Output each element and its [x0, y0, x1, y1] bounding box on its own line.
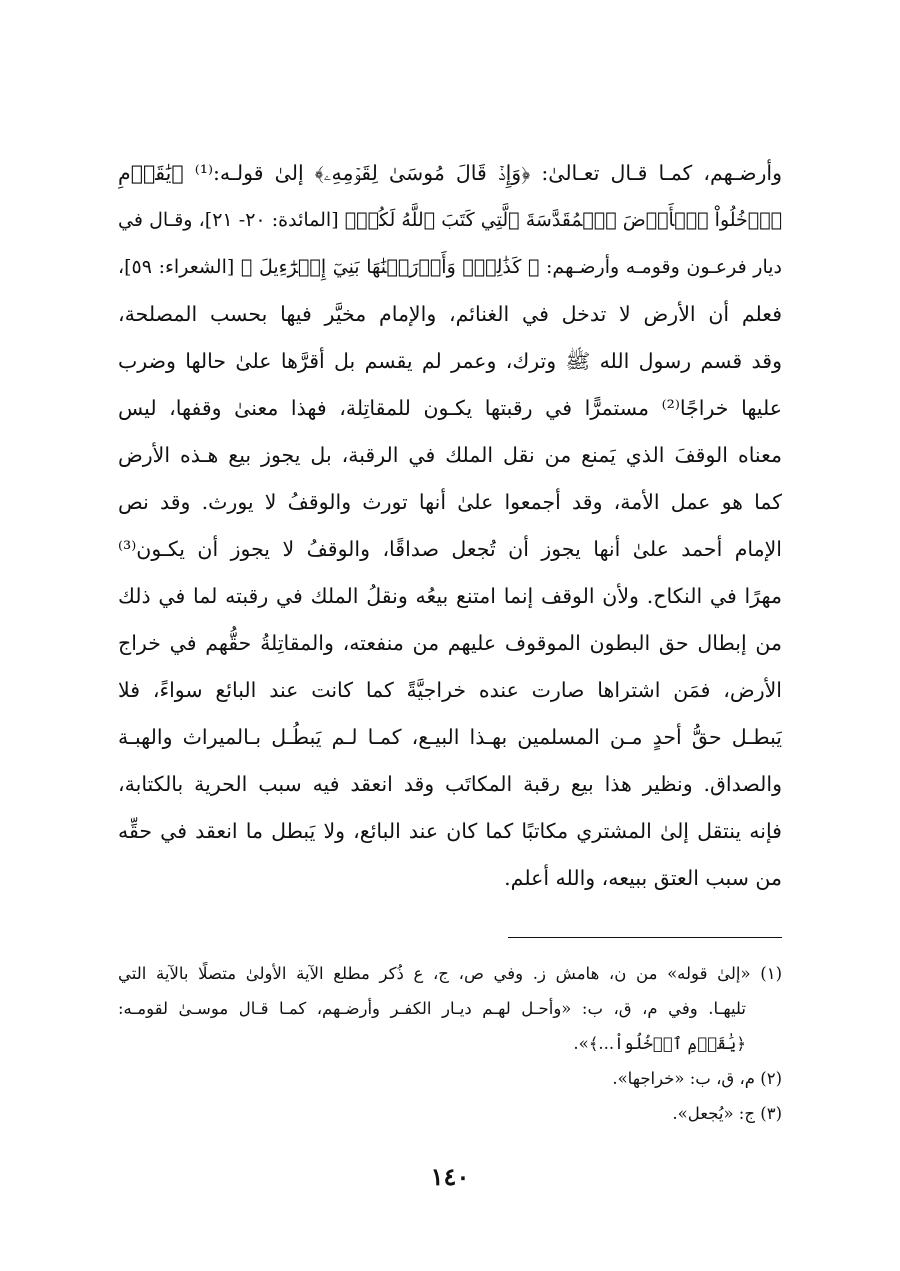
footnote-1-continuation: تليهـا. وفي م، ق، ب: «وأحـل لهـم ديـار الكفـر وأرضـهم، كمـا قـال موسـىٰ لقومـه:: [118, 999, 746, 1018]
body-line: من إبطال حق البطون الموقوف عليهم من منفعته، والمقاتِلةُ حقُّهم في خراج: [118, 631, 782, 655]
body-line: ديار فرعـون وقومـه وأرضـهم: ﴿ كَذَٰلِكَۖ وَأَوۡرَثۡنَٰهَا بَنِيٓ إِسۡرَٰٓءِيلَ ﴾ [الشعراء: ٥٩]،: [118, 256, 782, 278]
footnote-divider: [508, 937, 782, 938]
body-line: الأرض، فمَن اشتراها صارت عنده خراجيَّةً كما كانت عند البائع سواءً، فلا: [118, 678, 782, 702]
footnote-1: (١) «إلىٰ قوله» من ن، هامش ز. وفي ص، ج، ع ذُكر مطلع الآية الأولىٰ متصلًا بالآية التي: [118, 964, 782, 983]
footnotes-block: [118, 956, 782, 1131]
main-text-block: [118, 150, 782, 902]
page-number: ١٤٠: [430, 1162, 470, 1191]
body-line: معناه الوقفَ الذي يَمنع من نقل الملك في الرقبة، بل يجوز بيع هـذه الأرض: [118, 443, 782, 467]
footnote-1-quran-quote: ﴿يَٰقَوۡمِ ٱدۡخُلُواْ...﴾».: [573, 1034, 746, 1053]
body-line: الإمام أحمد علىٰ أنها يجوز أن تُجعل صداقًا، والوقفُ لا يجوز أن يكـون⁽³⁾: [118, 537, 782, 561]
body-line: يَبطـل حقُّ أحدٍ مـن المسلمين بهـذا البيـع، كمـا لـم يَبطُـل بـالميراث والهبـة: [118, 725, 782, 749]
body-line: مهرًا في النكاح. ولأن الوقف إنما امتنع بيعُه ونقلُ الملك في رقبته لما في ذلك: [118, 584, 782, 608]
body-line: وقد قسم رسول الله ﷺ وترك، وعمر لم يقسم بل أقرَّها علىٰ حالها وضرب: [118, 349, 782, 373]
footnote-3: (٣) ج: «يُجعل».: [672, 1104, 782, 1123]
body-line-last: من سبب العتق ببيعه، والله أعلم.: [504, 866, 782, 890]
body-line: ٱدۡخُلُواْ ٱلۡأَرۡضَ ٱلۡمُقَدَّسَةَ ٱلَّتِي كَتَبَ ٱللَّهُ لَكُمۡ﴾ [المائدة: ٢٠- ٢١]، وقـال في: [118, 209, 782, 231]
body-line: كما هو عمل الأمة، وقد أجمعوا علىٰ أنها تورث والوقفُ لا يورث. وقد نص: [118, 490, 782, 514]
body-line: فعلم أن الأرض لا تدخل في الغنائم، والإمام مخيَّر فيها بحسب المصلحة،: [118, 302, 782, 326]
footnote-2: (٢) م، ق، ب: «خراجها».: [612, 1069, 782, 1088]
body-line: عليها خراجًا⁽²⁾ مستمرًّا في رقبتها يكـون للمقاتِلة، فهذا معنىٰ وقفها، ليس: [118, 396, 782, 420]
body-line: وأرضـهم، كمـا قـال تعـالىٰ: ﴿وَإِذۡ قَالَ مُوسَىٰ لِقَوۡمِهِۦ﴾ إلىٰ قولـه:⁽¹⁾ ﴿يَٰقَوۡمِ: [118, 161, 782, 185]
body-line: والصداق. ونظير هذا بيع رقبة المكاتَب وقد انعقد فيه سبب الحرية بالكتابة،: [118, 772, 782, 796]
body-line: فإنه ينتقل إلىٰ المشتري مكاتبًا كما كان عند البائع، ولا يَبطل ما انعقد في حقِّه: [118, 819, 782, 843]
